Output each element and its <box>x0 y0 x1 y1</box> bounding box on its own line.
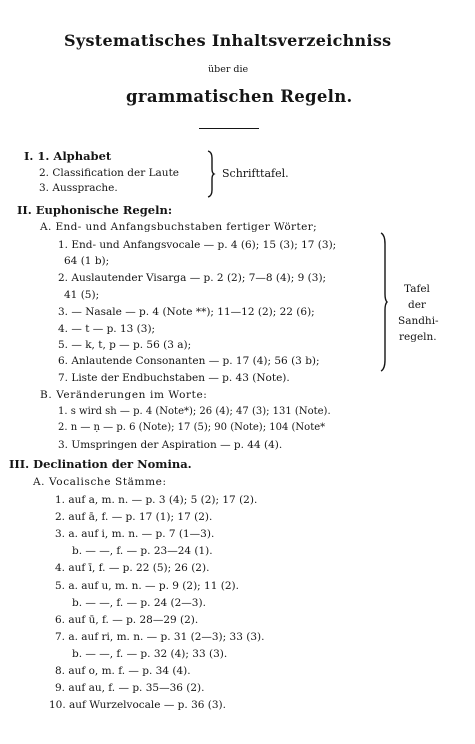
declension-entry: 8. auf o, m. f. — p. 34 (4). <box>55 665 191 677</box>
sandhi-entry-cont: 64 (1 b); <box>64 255 110 267</box>
sandhi-entry: 7. Liste der Endbuchstaben — p. 43 (Note). <box>58 372 290 384</box>
sandhi-brace-label: Tafel <box>404 283 430 295</box>
part3-heading: III. Declination der Nomina. <box>9 457 192 471</box>
part1-item: 2. Classification der Laute <box>39 167 180 179</box>
part2-secA-heading: A. End- und Anfangsbuchstaben fertiger Wörter; <box>40 221 318 233</box>
part1-heading: I. 1. Alphabet <box>24 149 112 163</box>
brace-sandhi <box>378 232 388 372</box>
declension-entry: 2. auf ā, f. — p. 17 (1); 17 (2). <box>55 511 213 523</box>
declension-subentry: b. — —, f. — p. 24 (2—3). <box>72 597 206 609</box>
declension-subentry: b. — —, f. — p. 23—24 (1). <box>72 545 213 557</box>
sandhi-entry: 3. — Nasale — p. 4 (Note **); 11—12 (2); 22 (6); <box>58 306 315 318</box>
declension-entry: 7. a. auf ri, m. n. — p. 31 (2—3); 33 (3). <box>55 631 265 643</box>
page-subtitle: grammatischen Regeln. <box>126 87 353 106</box>
declension-subentry: b. — —, f. — p. 32 (4); 33 (3). <box>72 648 228 660</box>
part2-heading: II. Euphonische Regeln: <box>17 203 173 217</box>
title-divider <box>199 128 259 129</box>
declension-entry: 4. auf ī, f. — p. 22 (5); 26 (2). <box>55 562 210 574</box>
part1-brace-label: Schrifttafel. <box>222 167 289 180</box>
page-title: Systematisches Inhaltsverzeichniss <box>64 31 392 50</box>
sandhi-entry: 1. End- und Anfangsvocale — p. 4 (6); 15 (3); 17 (3); <box>58 239 337 251</box>
sandhi-entry: 2. Auslautender Visarga — p. 2 (2); 7—8 (4); 9 (3); <box>58 272 327 284</box>
sandhi-entry: 4. — t — p. 13 (3); <box>58 323 156 335</box>
sandhi-brace-label: der <box>408 299 426 311</box>
declension-entry: 6. auf ū, f. — p. 28—29 (2). <box>55 614 199 626</box>
sandhi-entry-cont: 41 (5); <box>64 289 100 301</box>
declension-entry: 10. auf Wurzelvocale — p. 36 (3). <box>49 699 226 711</box>
declension-entry: 1. auf a, m. n. — p. 3 (4); 5 (2); 17 (2). <box>55 494 258 506</box>
sandhi-brace-label: Sandhi- <box>398 315 439 327</box>
part1-item: 3. Aussprache. <box>39 182 118 194</box>
declension-entry: 9. auf au, f. — p. 35—36 (2). <box>55 682 205 694</box>
declension-entry: 5. a. auf u, m. n. — p. 9 (2); 11 (2). <box>55 580 239 592</box>
sandhi-brace-label: regeln. <box>399 331 437 343</box>
change-entry: 3. Umspringen der Aspiration — p. 44 (4). <box>58 439 283 451</box>
declension-entry: 3. a. auf i, m. n. — p. 7 (1—3). <box>55 528 215 540</box>
brace-schrifttafel <box>205 150 215 198</box>
change-entry: 1. s wird sh — p. 4 (Note*); 26 (4); 47 (3); 131 (Note). <box>58 406 331 417</box>
change-entry: 2. n — ṇ — p. 6 (Note); 17 (5); 90 (Note); 104 (Note* <box>58 422 326 433</box>
title-connector: über die <box>208 64 249 75</box>
sandhi-entry: 5. — k, t, p — p. 56 (3 a); <box>58 339 192 351</box>
part3-secA-heading: A. Vocalische Stämme: <box>33 476 167 488</box>
sandhi-entry: 6. Anlautende Consonanten — p. 17 (4); 56 (3 b); <box>58 355 320 367</box>
part2-secB-heading: B. Veränderungen im Worte: <box>40 389 208 401</box>
